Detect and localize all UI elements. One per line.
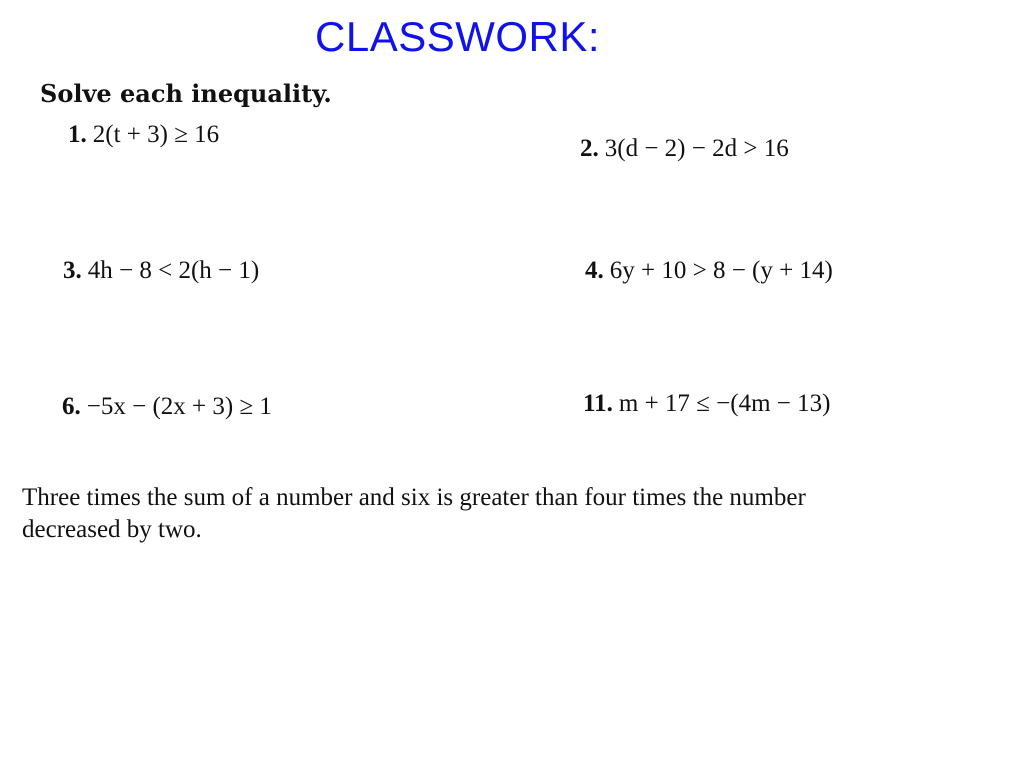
problem-expression: 6y + 10 > 8 − (y + 14) — [609, 257, 833, 284]
problem-number: 1. — [68, 121, 87, 148]
problem-3 — [63, 256, 259, 286]
instruction-heading: Solve each inequality. — [40, 79, 332, 108]
problem-6 — [62, 392, 272, 422]
problem-expression: 2(t + 3) ≥ 16 — [92, 121, 220, 148]
problem-11 — [583, 389, 830, 419]
problem-1 — [68, 120, 219, 150]
word-problem — [22, 482, 1017, 546]
problem-number: 3. — [63, 257, 82, 284]
problem-expression: m + 17 ≤ −(4m − 13) — [618, 390, 831, 417]
word-problem-line: decreased by two. — [22, 516, 202, 543]
problem-number: 4. — [585, 257, 604, 284]
problem-expression: 4h − 8 < 2(h − 1) — [87, 257, 260, 284]
word-problem-line: Three times the sum of a number and six is greater than four times the number — [22, 484, 806, 511]
problem-4 — [585, 256, 833, 286]
problem-number: 6. — [62, 393, 81, 420]
problem-2 — [580, 134, 789, 164]
problem-number: 2. — [580, 135, 599, 162]
page-title: CLASSWORK: — [315, 13, 601, 60]
problem-expression: 3(d − 2) − 2d > 16 — [604, 135, 789, 162]
problem-number: 11. — [583, 390, 613, 417]
problem-expression: −5x − (2x + 3) ≥ 1 — [86, 393, 272, 420]
